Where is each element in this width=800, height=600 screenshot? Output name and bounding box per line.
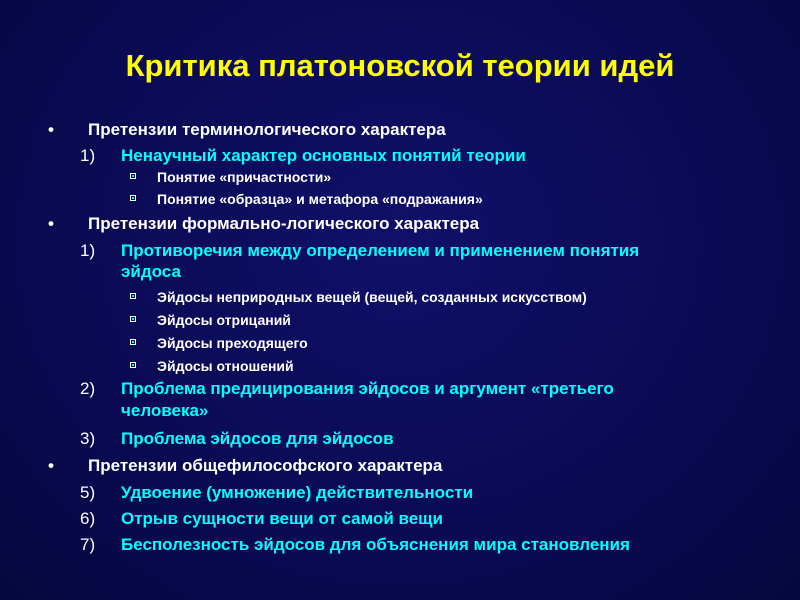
- numbered-item: [80, 534, 630, 555]
- square-bullet-icon: [130, 362, 136, 368]
- numbered-item: [80, 145, 526, 166]
- section-heading: [48, 213, 480, 234]
- numbered-item: [80, 508, 443, 529]
- sub-item-text: Эйдосы неприродных вещей (вещей, созданных искусством): [157, 289, 587, 305]
- sub-item-text: Эйдосы преходящего: [157, 335, 308, 351]
- section-label: Претензии терминологического характера: [88, 120, 446, 139]
- item-number: 6): [80, 509, 96, 528]
- sub-item: [157, 190, 483, 208]
- item-number: 3): [80, 429, 96, 448]
- sub-item: [157, 311, 291, 329]
- item-text: Удвоение (умножение) действительности: [121, 483, 474, 502]
- sub-item: [157, 334, 308, 352]
- numbered-item-continuation: [121, 400, 208, 421]
- sub-item: [157, 168, 331, 186]
- numbered-item-continuation: [121, 261, 181, 282]
- sub-item-text: Эйдосы отрицаний: [157, 312, 291, 328]
- item-number: 2): [80, 379, 96, 398]
- square-bullet-icon: [130, 195, 136, 201]
- bullet-dot: •: [48, 120, 54, 139]
- sub-item-text: Понятие «образца» и метафора «подражания»: [157, 191, 483, 207]
- sub-item: [157, 357, 294, 375]
- section-heading: [48, 119, 446, 140]
- section-label: Претензии общефилософского характера: [88, 456, 443, 475]
- item-text: Отрыв сущности вещи от самой вещи: [121, 509, 443, 528]
- item-text: человека»: [121, 401, 209, 420]
- section-heading: [48, 455, 443, 476]
- square-bullet-icon: [130, 293, 136, 299]
- sub-item: [157, 288, 587, 306]
- section-label: Претензии формально-логического характера: [88, 214, 480, 233]
- item-text: Бесполезность эйдосов для объяснения мира становления: [121, 535, 630, 554]
- numbered-item: [80, 428, 394, 449]
- item-number: 7): [80, 535, 96, 554]
- numbered-item: [80, 240, 640, 261]
- item-number: 1): [80, 241, 96, 260]
- item-text: Проблема эйдосов для эйдосов: [121, 429, 394, 448]
- numbered-item: [80, 482, 474, 503]
- item-number: 5): [80, 483, 96, 502]
- bullet-dot: •: [48, 456, 54, 475]
- item-text: Противоречия между определением и применением понятия: [121, 241, 640, 260]
- slide-title: Критика платоновской теории идей: [125, 48, 675, 83]
- square-bullet-icon: [130, 173, 136, 179]
- item-text: Ненаучный характер основных понятий теории: [121, 146, 526, 165]
- square-bullet-icon: [130, 339, 136, 345]
- square-bullet-icon: [130, 316, 136, 322]
- sub-item-text: Эйдосы отношений: [157, 358, 294, 374]
- item-text: Проблема предицирования эйдосов и аргумент «третьего: [121, 379, 614, 398]
- bullet-dot: •: [48, 214, 54, 233]
- item-number: 1): [80, 146, 96, 165]
- numbered-item: [80, 378, 614, 399]
- item-text: эйдоса: [121, 262, 181, 281]
- sub-item-text: Понятие «причастности»: [157, 169, 332, 185]
